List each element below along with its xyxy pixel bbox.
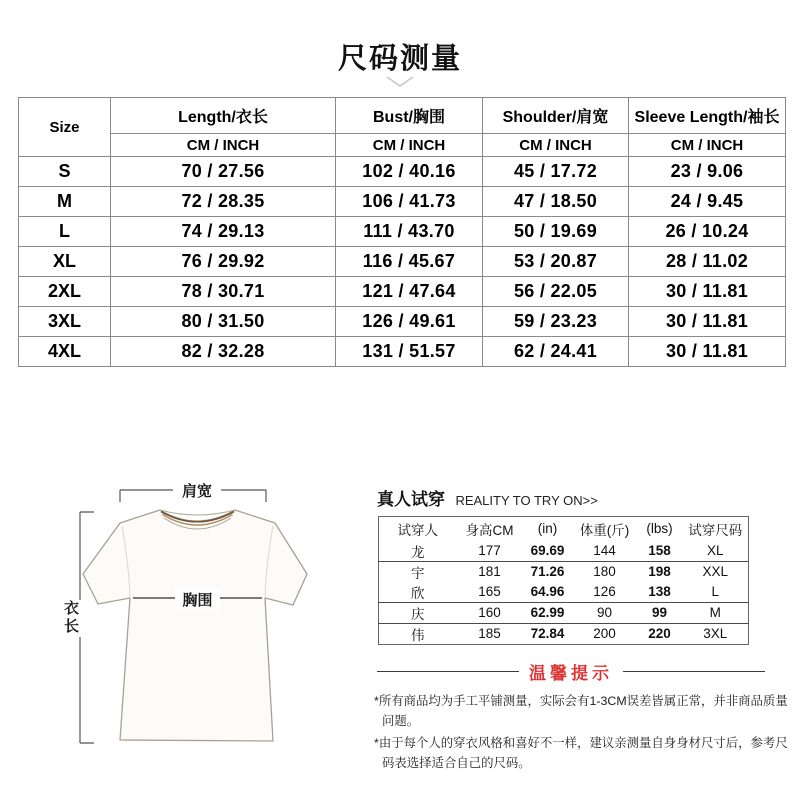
length-cell: 72 / 28.35 [111,187,336,217]
size-cell: M [19,187,111,217]
shoulder-cell: 56 / 22.05 [483,277,629,307]
height-cm-cell: 185 [478,626,501,641]
tryon-header-row [379,517,749,541]
bust-label: 胸围 [175,589,220,610]
weight-jin-cell: 144 [573,541,637,562]
column-header-bust: Bust/胸围 [336,98,483,134]
length-cell: 70 / 27.56 [111,157,336,187]
sleeve-cell: 30 / 11.81 [629,307,786,337]
tryon-row [379,582,749,603]
weight-jin-cell: 126 [573,582,637,603]
table-row [19,277,786,307]
size-cell: XL [19,247,111,277]
table-row [19,247,786,277]
length-cell: 78 / 30.71 [111,277,336,307]
table-row [19,217,786,247]
bust-cell: 102 / 40.16 [336,157,483,187]
weight-lbs-cell: 138 [637,582,683,603]
table-row [19,337,786,367]
weight-jin-cell: 180 [593,564,616,579]
tips-divider-line [623,671,765,672]
weight-jin-cell: 200 [593,626,616,641]
tshirt-outline [83,510,307,741]
height-cm-cell: 160 [457,602,523,623]
shoulder-cell: 62 / 24.41 [483,337,629,367]
height-in-cell: 64.96 [523,582,573,603]
size-cell: S [19,157,111,187]
unit-header: CM / INCH [111,134,336,157]
column-header-length: Length/衣长 [111,98,336,134]
table-row [19,157,786,187]
weight-lbs-cell: 198 [648,564,671,579]
height-in-cell: 69.69 [523,541,573,562]
weight-lbs-cell: 158 [637,541,683,562]
height-cm-cell: 165 [457,582,523,603]
height-in-cell: 62.99 [523,602,573,623]
sleeve-cell: 24 / 9.45 [629,187,786,217]
person-cell: 伟 [411,627,425,643]
tryon-size-cell: M [683,602,749,623]
tryon-row [379,623,749,644]
chevron-down-icon [385,75,415,89]
weight-jin-cell: 90 [573,602,637,623]
height-cm-cell: 177 [457,541,523,562]
length-cell: 76 / 29.92 [111,247,336,277]
tryon-size-cell: L [683,582,749,603]
person-cell: 宇 [411,565,425,581]
size-cell: 4XL [19,337,111,367]
column-header-size: Size [19,98,111,157]
sleeve-cell: 23 / 9.06 [629,157,786,187]
tryon-row [379,602,749,623]
column-header-sleeve: Sleeve Length/袖长 [629,98,786,134]
size-table-unit-row [19,134,786,157]
table-row [19,187,786,217]
tips-title: 温馨提示 [529,664,613,683]
tryon-title-english: REALITY TO TRY ON>> [455,493,598,508]
column-header-shoulder: Shoulder/肩宽 [483,98,629,134]
note-measure-tolerance: *所有商品均为手工平铺测量，实际会有1-3CM误差皆属正常，并非商品质量问题。 [374,694,788,728]
height-in-cell: 71.26 [530,564,565,579]
shoulder-width-label: 肩宽 [173,480,221,501]
bust-cell: 106 / 41.73 [336,187,483,217]
garment-length-label: 衣长 [62,600,79,636]
tryon-header-height-in: (in) [537,521,558,537]
table-row [19,307,786,337]
shoulder-cell: 47 / 18.50 [483,187,629,217]
size-measurement-table [18,97,786,367]
shoulder-cell: 53 / 20.87 [483,247,629,277]
size-cell: 3XL [19,307,111,337]
notes [374,689,798,776]
tryon-row [379,561,749,582]
size-cell: L [19,217,111,247]
tryon-header-person: 试穿人 [397,522,438,538]
length-cell: 80 / 31.50 [111,307,336,337]
bust-cell: 111 / 43.70 [336,217,483,247]
tshirt-measurement-diagram [25,470,370,775]
collar-back-line [160,510,235,515]
bust-cell: 126 / 49.61 [336,307,483,337]
sleeve-cell: 30 / 11.81 [629,337,786,367]
unit-header: CM / INCH [483,134,629,157]
page-title: 尺码测量 [337,43,462,75]
tryon-section-title [377,485,598,510]
length-cell: 82 / 32.28 [111,337,336,367]
sleeve-cell: 28 / 11.02 [629,247,786,277]
shoulder-cell: 59 / 23.23 [483,307,629,337]
size-table-header-row [19,98,786,134]
tryon-size-cell: 3XL [703,626,728,641]
sleeve-cell: 30 / 11.81 [629,277,786,307]
tryon-title-chinese: 真人试穿 [377,490,445,509]
note-choose-size: *由于每个人的穿衣风格和喜好不一样，建议亲测量自身身材尺寸后，参考尺码表选择适合自己的尺码。 [374,736,788,770]
tips-divider-line [377,671,519,672]
person-cell: 欣 [379,582,457,603]
person-cell: 庆 [379,602,457,623]
tryon-row [379,541,749,562]
tryon-table [378,516,749,645]
weight-lbs-cell: 99 [637,602,683,623]
unit-header: CM / INCH [629,134,786,157]
bust-cell: 121 / 47.64 [336,277,483,307]
tryon-size-cell: XXL [702,564,729,579]
tryon-header-weight-jin: 体重(斤) [579,522,630,538]
tryon-header-size: 试穿尺码 [688,522,743,538]
shoulder-cell: 45 / 17.72 [483,157,629,187]
length-cell: 74 / 29.13 [111,217,336,247]
height-cm-cell: 181 [478,564,501,579]
sleeve-cell: 26 / 10.24 [629,217,786,247]
weight-lbs-cell: 220 [648,626,671,641]
person-cell: 龙 [379,541,457,562]
tryon-header-height-cm: 身高CM [465,522,514,538]
bust-cell: 116 / 45.67 [336,247,483,277]
shoulder-cell: 50 / 19.69 [483,217,629,247]
length-dimension-line [80,512,94,743]
bust-cell: 131 / 51.57 [336,337,483,367]
tips-divider [377,659,765,684]
height-in-cell: 72.84 [530,626,565,641]
unit-header: CM / INCH [336,134,483,157]
size-cell: 2XL [19,277,111,307]
tryon-header-weight-lbs: (lbs) [646,521,673,537]
tryon-size-cell: XL [683,541,749,562]
